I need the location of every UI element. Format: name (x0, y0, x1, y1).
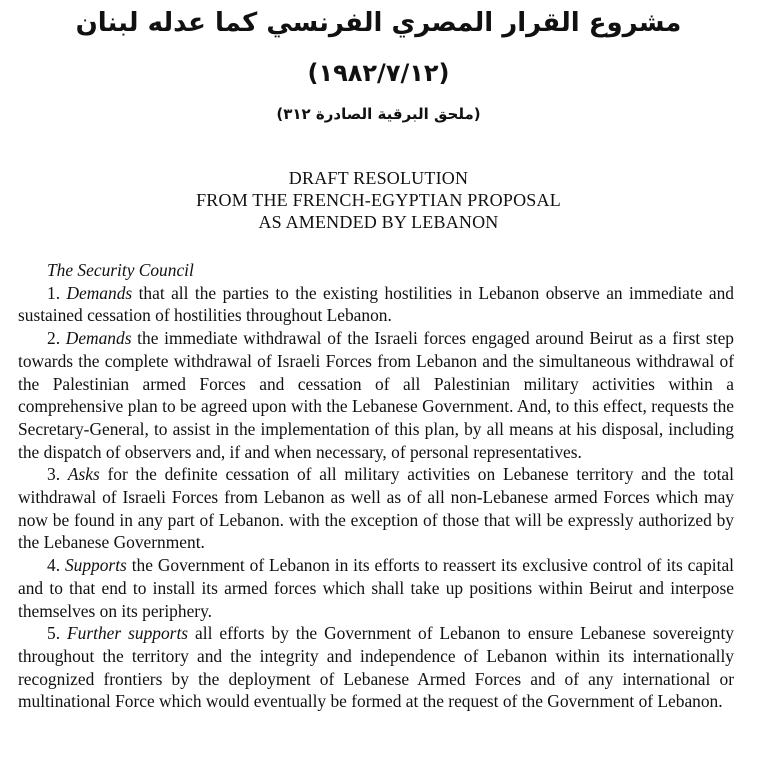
operative-verb: Asks (67, 464, 100, 485)
paragraph-5 (18, 622, 734, 713)
paragraph-text: the Government of Lebanon in its efforts to reassert its exclusive control of its capital and to that end to install its armed forces which shall take up positions within Beirut and interpose themselves on its periphery. (18, 555, 734, 621)
paragraph-2 (18, 327, 734, 463)
paragraph-text: that all the parties to the existing hostilities in Lebanon observe an immediate and sustained cessation of hostilities throughout Lebanon. (18, 282, 734, 326)
operative-verb: Supports (64, 555, 127, 576)
paragraph-text: for the definite cessation of all military activities on Lebanese territory and the total withdrawal of Israeli Forces from Lebanon as well as of all non-Lebanese armed Forces which may now be found in any part of Lebanon. with the exception of those that will be expressly authorized by the Lebanese Government. (18, 464, 734, 553)
operative-verb: Further supports (67, 623, 189, 644)
paragraph-number: 3. (47, 464, 61, 485)
arabic-date: (١٩٨٢/٧/١٢) (307, 59, 450, 87)
paragraph-number: 4. (47, 555, 61, 576)
intro-line: The Security Council (47, 260, 194, 280)
paragraph-text: all efforts by the Government of Lebanon to ensure Lebanese sovereignty throughout the territory and the integrity and independence of Lebanon within its internationally recognized frontiers by the deployment of Lebanese Armed Forces and of any international or multinational Force which would eventually be formed at the request of the Government of Lebanon. (18, 623, 734, 712)
paragraph-1 (18, 282, 734, 327)
arabic-title: مشروع القرار المصري الفرنسي كما عدله لبنان (75, 8, 682, 38)
paragraph-number: 1. (47, 282, 61, 303)
english-heading (0, 167, 757, 233)
paragraph-number: 5. (47, 623, 61, 644)
resolution-body (18, 259, 734, 713)
heading-line-3: AS AMENDED BY LEBANON (258, 212, 499, 232)
paragraph-4 (18, 554, 734, 622)
operative-verb: Demands (65, 328, 132, 349)
arabic-annex-note: (ملحق البرقية الصادرة ٣١٢) (276, 105, 481, 123)
paragraph-3 (18, 463, 734, 554)
heading-line-1: DRAFT RESOLUTION (288, 168, 469, 188)
operative-verb: Demands (66, 282, 133, 303)
paragraph-number: 2. (47, 328, 61, 349)
paragraph-text: the immediate withdrawal of the Israeli forces engaged around Beirut as a first step towards the complete withdrawal of Israeli Forces from Lebanon and the simultaneous withdrawal of the Palestinian armed Forces and cessation of all Palestinian military activities within a comprehensive plan to be agreed upon with the Lebanese Government. And, to this effect, requests the Secretary-General, to assist in the implementation of this plan, by all means at his disposal, including the dispatch of observers and, if and when necessary, of personal representatives. (18, 328, 734, 462)
heading-line-2: FROM THE FRENCH-EGYPTIAN PROPOSAL (196, 190, 561, 210)
